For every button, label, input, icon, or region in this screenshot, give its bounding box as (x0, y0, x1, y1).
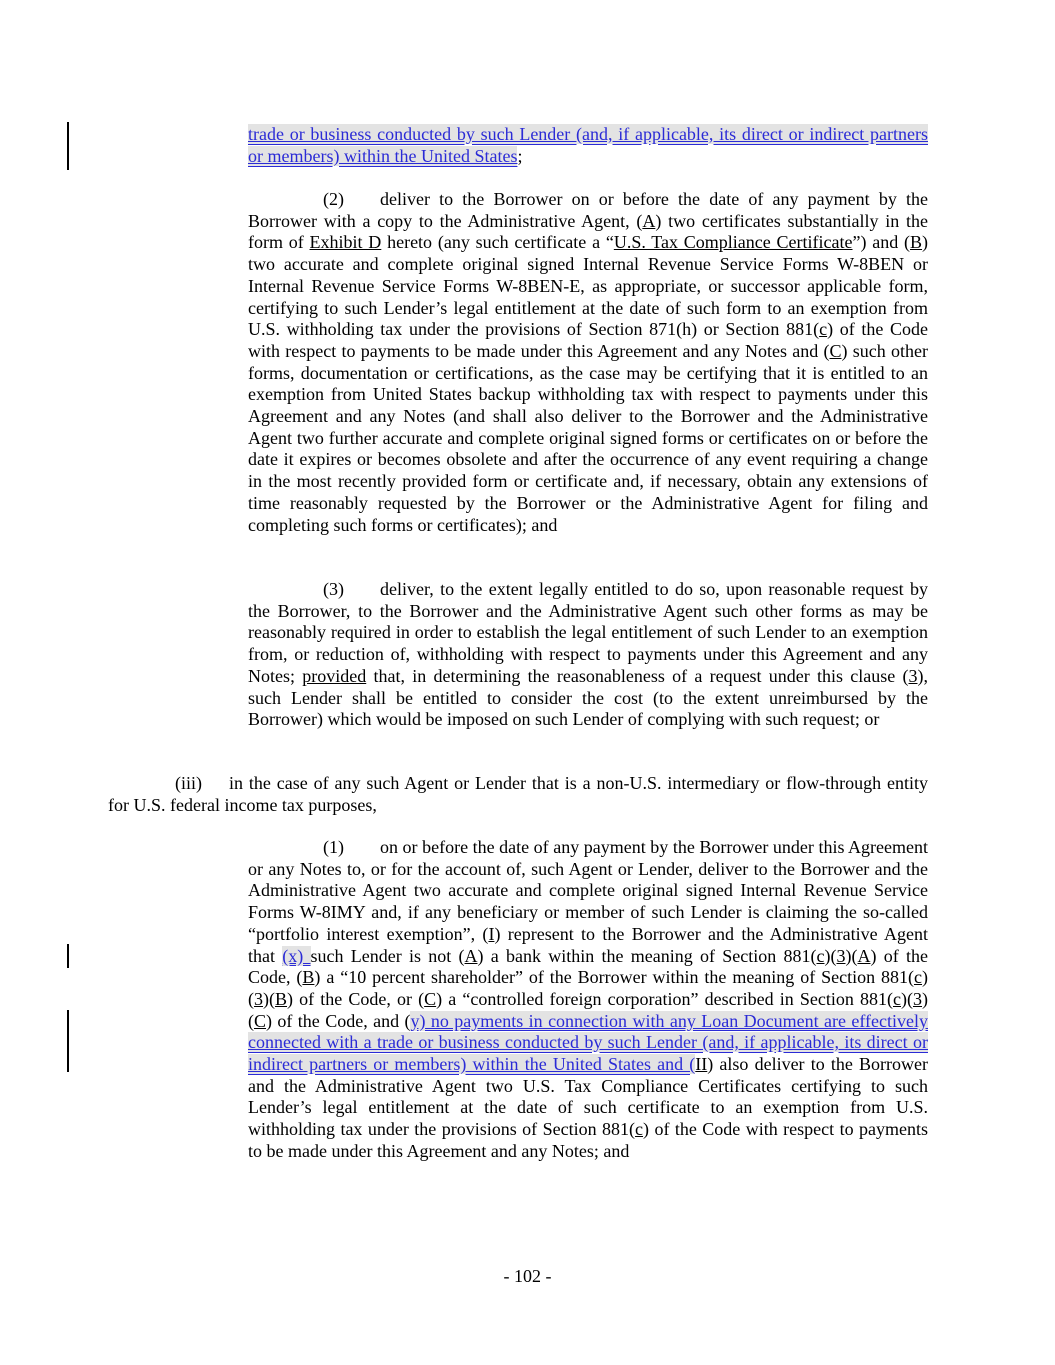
text-run: ; (517, 145, 523, 166)
text-run: ) of the Code, ( (248, 945, 928, 988)
underlined-text: B (910, 232, 923, 253)
text-run: (1) on or before the date of any payment by the Borrower under this Agreement or any Notes to, or for the account of, such Agent or Lender, deliver to the Borrower and the Administrative Agent two accurate and complete original signed Internal Revenue Service Forms W-8IMY and, if any beneficiary or member of such Lender is claiming the so-called “portfolio interest exemption”, ( (248, 837, 928, 944)
underlined-text: c (816, 945, 825, 966)
change-bar (67, 122, 69, 170)
change-bar (67, 944, 69, 968)
underlined-text: C (424, 988, 437, 1009)
underlined-text: 3 (908, 665, 918, 686)
text-run: )( (845, 945, 858, 966)
text-run: ) a “controlled foreign corporation” described in Section 881( (436, 988, 893, 1009)
inserted-text: (x) (282, 945, 311, 966)
underlined-text: B (302, 967, 315, 988)
text-run: )( (824, 945, 837, 966)
underlined-text: 3 (254, 988, 263, 1009)
underlined-text: Exhibit D (309, 232, 382, 253)
text-run: ) a bank within the meaning of Section 881( (477, 945, 817, 966)
text-run: ) of the Code with respect to payments to be made under this Agreement and any Notes; and (248, 1119, 928, 1161)
text-run: ) represent to the Borrower and the Administrative Agent that (248, 923, 928, 966)
underlined-text: c (635, 1119, 644, 1140)
underlined-text: A (464, 945, 478, 966)
underlined-text: A (857, 945, 871, 966)
paragraph-clause-3 (248, 579, 928, 731)
text-run: (2) deliver to the Borrower on or before the date of any payment by the Borrower with a copy to the Administrative Agent, ( (248, 189, 928, 231)
text-run: such Lender is not ( (310, 945, 465, 966)
text-run: ) two accurate and complete original signed Internal Revenue Service Forms W-8BEN or Internal Revenue Service Forms W-8BEN-E, as appropriate, or successor applicable form, certifying to such Lender’s legal entitlement at the date of such form to an exemption from U.S. withholding tax under the provisions of Section 871(h) or Section 881( (248, 232, 929, 340)
underlined-text: C (254, 1010, 267, 1031)
text-run: hereto (any such certificate a “ (381, 232, 614, 253)
inserted-text: y) no payments in connection with any Loan Document are effectively connected with a trade or business conducted by such Lender (and, if applicable, its direct or indirect partners or members) within the United States and ( (248, 1010, 928, 1075)
text-run: ”) and ( (852, 232, 911, 253)
underlined-text: U.S. Tax Compliance Certificate (613, 232, 853, 253)
underlined-text: B (275, 988, 288, 1009)
text-run: ) also deliver to the Borrower and the Administrative Agent two U.S. Tax Compliance Certificates certifying to such Lender’s legal entitlement at the date of such certificate to an exemption from U.S. withholding tax under the provisions of Section 881( (248, 1054, 928, 1140)
paragraph-continuation (248, 124, 928, 167)
underlined-text: c (914, 967, 922, 988)
text-run: ) two certificates substantially in the form of (248, 210, 928, 253)
underlined-text: A (642, 210, 656, 231)
underlined-text: C (829, 340, 842, 361)
text-run: )( (248, 967, 928, 1009)
text-run: ) a “10 percent shareholder” of the Borrower within the meaning of Section 881( (314, 967, 914, 988)
text-run: ) of the Code, or ( (287, 988, 425, 1009)
underlined-text: provided (302, 665, 367, 686)
text-run: ) such other forms, documentation or certifications, as the case may be certifying that it is entitled to an exemption from United States backup withholding tax with respect to payments under this Agreement and any Notes (and shall also deliver to the Borrower and the Administrative Agent two further accurate and complete original signed forms or certificates on or before the date it expires or becomes obsolete and after the occurrence of any event requiring a change in the most recently provided form or certificate and, if necessary, obtain any extensions of time reasonably requested by the Borrower or the Administrative Agent for filing and completing such forms or certificates); and (248, 340, 928, 535)
text-run: ), such Lender shall be entitled to consider the cost (to the extent unreimbursed by the Borrower) which would be imposed on such Lender of complying with such request; or (248, 665, 928, 730)
paragraph-clause-iii-1 (248, 837, 928, 1163)
text-run: )( (248, 988, 928, 1031)
underlined-text: c (819, 319, 828, 340)
underlined-text: c (893, 988, 901, 1009)
paragraph-clause-2 (248, 189, 928, 536)
text-run: ) of the Code, and ( (266, 1010, 411, 1031)
text-run: )( (263, 988, 275, 1009)
text-run: )( (901, 988, 913, 1009)
text-run: (3) deliver, to the extent legally entitled to do so, upon reasonable request by the Borrower, to the Borrower and the Administrative Agent such other forms as may be reasonably required in order to establish the legal entitlement of such Lender to an exemption from, or reduction of, withholding with respect to payments under this Agreement and any Notes; (248, 579, 928, 686)
text-run: that, in determining the reasonableness of a request under this clause ( (366, 665, 909, 686)
text-run: (iii) in the case of any such Agent or Lender that is a non-U.S. intermediary or flow-through entity for U.S. federal income tax purposes, (108, 773, 928, 815)
page-number: - 102 - (503, 1266, 552, 1286)
underlined-text: II (695, 1054, 708, 1075)
text-run: ) of the Code with respect to payments to be made under this Agreement and any Notes and ( (248, 319, 928, 361)
underlined-text: 3 (836, 945, 846, 966)
paragraph-clause-iii (108, 773, 928, 816)
underlined-text: I (488, 923, 495, 944)
inserted-text: trade or business conducted by such Lender (and, if applicable, its direct or indirect partners or members) within the United States (248, 124, 928, 166)
change-bar (67, 1010, 69, 1072)
underlined-text: 3 (913, 988, 922, 1009)
